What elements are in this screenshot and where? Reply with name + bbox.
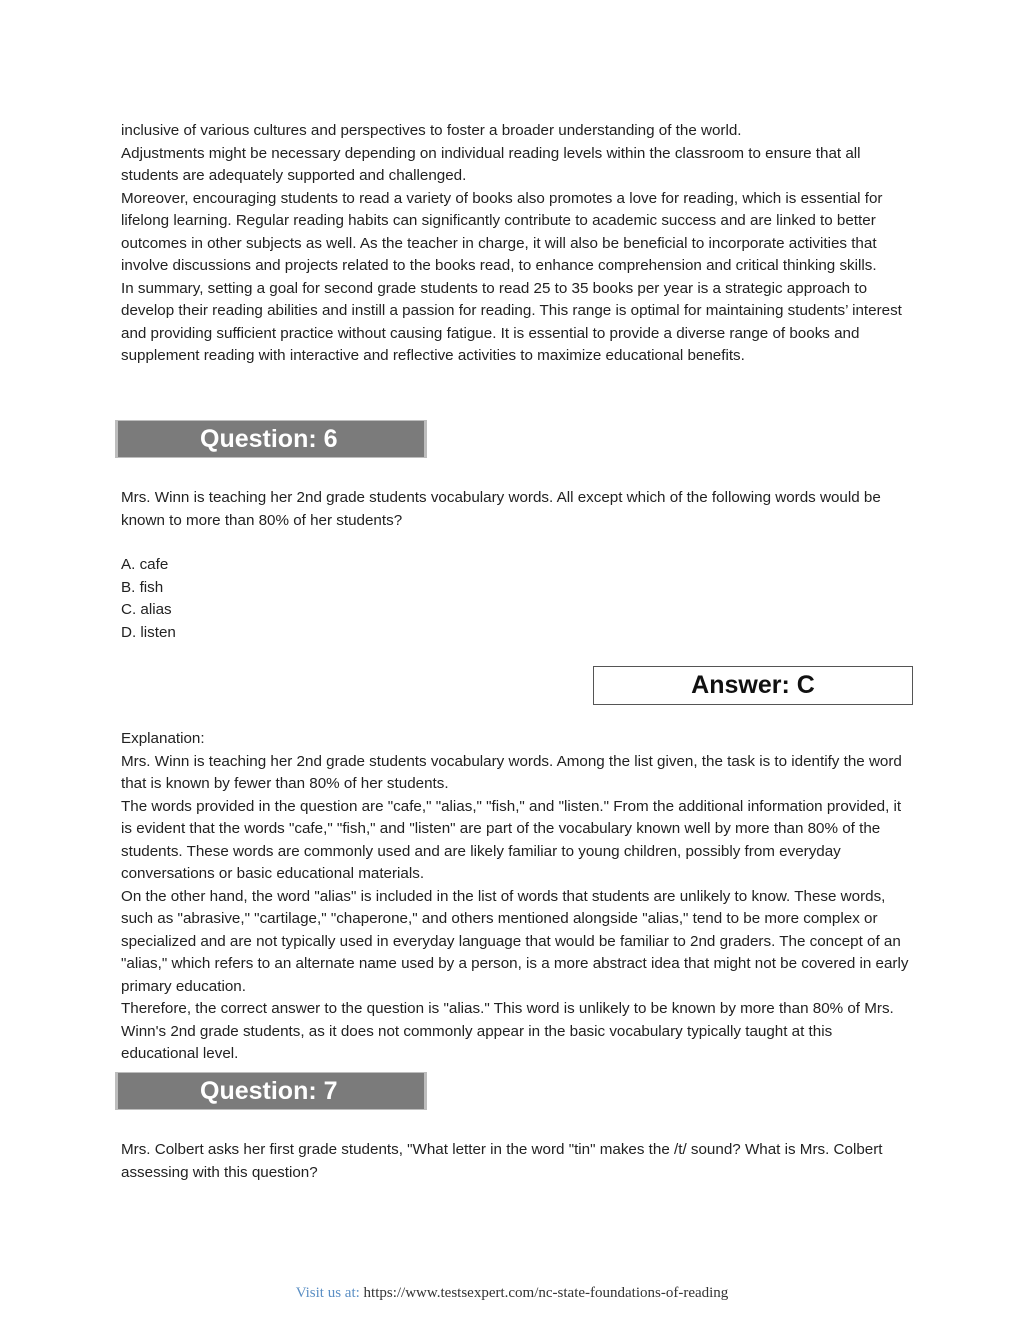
footer-label: Visit us at: bbox=[295, 1285, 364, 1301]
question-6-header bbox=[115, 420, 427, 458]
explanation-label: Explanation: bbox=[121, 730, 205, 747]
explanation-section bbox=[121, 728, 911, 1066]
explanation-paragraph: Mrs. Winn is teaching her 2nd grade students vocabulary words. Among the list given, the task is to identify the word that is known by fewer than 80% of her students. bbox=[121, 752, 902, 792]
intro-section bbox=[121, 120, 911, 368]
explanation-paragraph: On the other hand, the word "alias" is included in the list of words that students are unlikely to know. These words, such as "abrasive," "cartilage," "chaperone," and others mentioned alongside "alias," tend to be more complex or specialized and are not typically used in everyday language that would be familiar to 2nd graders. The concept of an "alias," which refers to an alternate name used by a person, is a more abstract idea that might not be covered in early primary education. bbox=[121, 887, 909, 995]
question-7-header bbox=[115, 1072, 427, 1110]
question-6-prompt: Mrs. Winn is teaching her 2nd grade students vocabulary words. All except which of the following words would be known to more than 80% of her students? bbox=[121, 489, 881, 529]
intro-paragraph: In summary, setting a goal for second grade students to read 25 to 35 books per year is a strategic approach to develop their reading abilities and instill a passion for reading. This range is optimal for maintaining students’ interest and providing sufficient practice without causing fatigue. It is essential to provide a diverse range of books and supplement reading with interactive and reflective activities to maximize educational benefits. bbox=[121, 279, 902, 364]
answer-box bbox=[593, 666, 913, 705]
question-7-title: Question: 7 bbox=[200, 1077, 338, 1105]
intro-paragraph: Moreover, encouraging students to read a variety of books also promotes a love for reading, which is essential for lifelong learning. Regular reading habits can significantly contribute to academic success and are linked to better outcomes in other subjects as well. As the teacher in charge, it will also be beneficial to incorporate activities that involve discussions and projects related to the books read, to enhance comprehension and critical thinking skills. bbox=[121, 189, 883, 274]
question-6-body bbox=[121, 487, 911, 532]
question-7-prompt: Mrs. Colbert asks her first grade students, "What letter in the word "tin" makes the /t/ sound? What is Mrs. Colbert assessing with this question? bbox=[121, 1141, 883, 1181]
footer bbox=[0, 1285, 1024, 1302]
intro-paragraph: inclusive of various cultures and perspectives to foster a broader understanding of the world. bbox=[121, 122, 742, 139]
question-6-options bbox=[121, 554, 911, 644]
explanation-paragraph: Therefore, the correct answer to the question is "alias." This word is unlikely to be known by more than 80% of Mrs. Winn's 2nd grade students, as it does not commonly appear in the basic vocabulary typically taught at this educational level. bbox=[121, 1000, 894, 1062]
question-6-title: Question: 6 bbox=[200, 425, 338, 453]
footer-link[interactable]: https://www.testsexpert.com/nc-state-foundations-of-reading bbox=[363, 1285, 729, 1301]
option-c: C. alias bbox=[121, 601, 172, 618]
option-d: D. listen bbox=[121, 623, 176, 641]
explanation-paragraph: The words provided in the question are "cafe," "alias," "fish," and "listen." From the additional information provided, it is evident that the words "cafe," "fish," and "listen" are part of the vocabulary known well by more than 80% of the students. These words are commonly used and are likely familiar to young children, possibly from everyday conversations or basic educational materials. bbox=[121, 797, 902, 882]
option-a: A. cafe bbox=[121, 556, 169, 573]
option-b: B. fish bbox=[121, 578, 164, 596]
intro-paragraph: Adjustments might be necessary depending on individual reading levels within the classroom to ensure that all students are adequately supported and challenged. bbox=[121, 144, 861, 184]
question-7-body bbox=[121, 1139, 911, 1184]
answer-text: Answer: C bbox=[691, 671, 815, 699]
